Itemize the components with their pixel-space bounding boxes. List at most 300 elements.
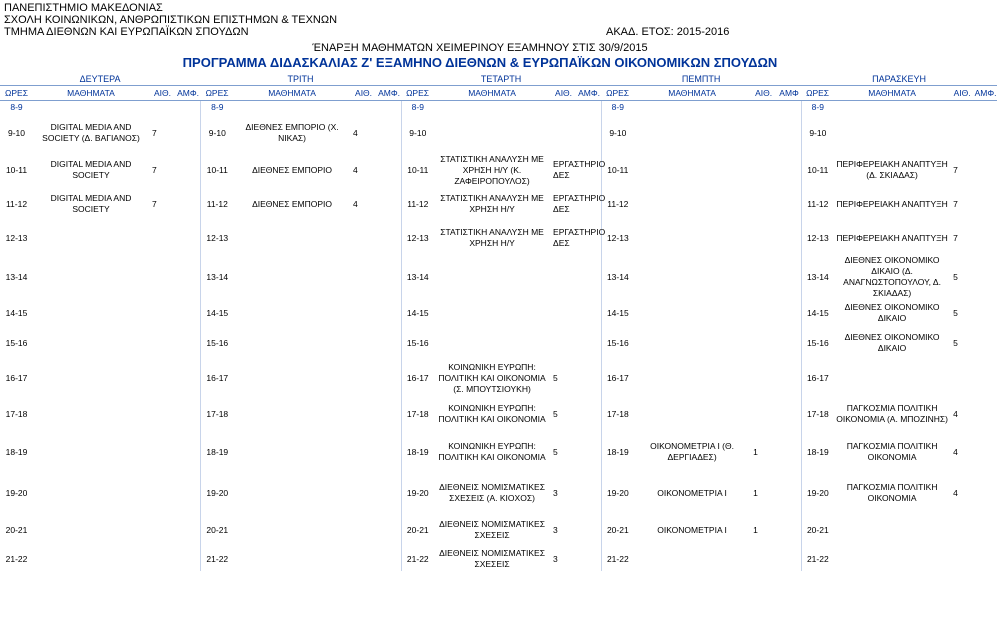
course-cell: ΠΑΓΚΟΣΜΙΑ ΠΟΛΙΤΙΚΗ ΟΙΚΟΝΟΜΙΑ (Α. ΜΠΟΖΙΝΗΣ) [836, 403, 948, 424]
course-cell [234, 101, 350, 114]
room-cell: 7 [953, 198, 958, 209]
amph-cell [377, 299, 401, 327]
slot-hour: 18-19 [5, 446, 28, 457]
course-cell [434, 101, 550, 114]
course-cell [834, 101, 950, 114]
room-cell: 5 [953, 307, 958, 318]
amph-cell [974, 513, 997, 547]
slot-hour: 15-16 [801, 327, 834, 359]
day-header-2: ΤΕΤΑΡΤΗ [401, 74, 601, 86]
course-cell [234, 299, 350, 327]
school-name: ΣΧΟΛΗ ΚΟΙΝΩΝΙΚΩΝ, ΑΝΘΡΩΠΙΣΤΙΚΩΝ ΕΠΙΣΤΗΜΩΝ & ΤΕΧΝΩΝ [4, 14, 338, 26]
slot-hour: 8-9 [601, 101, 634, 114]
amph-cell [577, 359, 601, 397]
slot-hour: 8-9 [401, 101, 434, 114]
day-header-3: ΠΕΜΠΤΗ [601, 74, 801, 86]
course-cell [33, 221, 149, 255]
slot-hour: 16-17 [401, 359, 434, 397]
slot-hour: 17-18 [401, 397, 434, 431]
course-cell [834, 113, 950, 153]
slot-hour: 9-10 [401, 113, 434, 153]
slot-hour: 21-22 [401, 547, 434, 571]
course-cell: ΠΕΡΙΦΕΡΕΙΑΚΗ ΑΝΑΠΤΥΞΗ [836, 198, 948, 209]
room-cell [550, 327, 577, 359]
slot-hour: 13-14 [200, 255, 234, 299]
slot-hour: 16-17 [200, 359, 234, 397]
room-cell [750, 153, 777, 187]
amph-cell [377, 153, 401, 187]
amph-cell [176, 221, 200, 255]
room-cell [750, 101, 777, 114]
slot-hour: 14-15 [601, 299, 634, 327]
amph-cell [176, 327, 200, 359]
slot-hour: 10-11 [200, 153, 234, 187]
amph-cell [777, 221, 801, 255]
room-cell [750, 547, 777, 571]
slot-hour: 19-20 [5, 487, 28, 498]
slot-hour: 21-22 [5, 553, 28, 564]
col-hours: ΩΡΕΣ [0, 86, 33, 101]
amph-cell [974, 359, 997, 397]
amph-cell [777, 431, 801, 473]
room-cell [350, 359, 377, 397]
course-cell [634, 299, 750, 327]
slot-hour: 18-19 [601, 431, 634, 473]
course-cell [434, 299, 550, 327]
room-cell: 4 [953, 487, 958, 498]
slot-hour: 19-20 [200, 473, 234, 513]
col-amph: ΑΜΦ. [176, 86, 200, 101]
amph-cell [176, 255, 200, 299]
amph-cell [176, 113, 200, 153]
course-cell: ΣΤΑΤΙΣΤΙΚΗ ΑΝΑΛΥΣΗ ΜΕ ΧΡΗΣΗ Η/Υ (Κ. ΖΑΦΕΙΡΟΠΟΥΛΟΣ) [440, 153, 544, 186]
room-cell [950, 113, 974, 153]
room-cell [350, 299, 377, 327]
slot-hour: 20-21 [601, 513, 634, 547]
course-cell: ΔΙΕΘΝΕΣ ΕΜΠΟΡΙΟ [252, 198, 332, 209]
amph-cell [176, 547, 200, 571]
amph-cell [777, 473, 801, 513]
slot-hour: 21-22 [801, 547, 834, 571]
room-cell: 7 [152, 127, 157, 138]
col-room: ΑΙΘ. [750, 86, 777, 101]
room-cell [350, 431, 377, 473]
amph-cell [377, 221, 401, 255]
amph-cell [777, 153, 801, 187]
slot-hour: 8-9 [10, 101, 23, 112]
amph-cell [777, 397, 801, 431]
room-cell: ΕΡΓΑΣΤΗΡΙΟ ΔΕΣ [553, 159, 606, 180]
amph-cell [777, 547, 801, 571]
amph-cell [577, 431, 601, 473]
slot-hour: 13-14 [401, 255, 434, 299]
amph-cell [974, 153, 997, 187]
col-amph: ΑΜΦ. [377, 86, 401, 101]
course-cell [234, 327, 350, 359]
room-cell [750, 113, 777, 153]
slot-hour: 14-15 [401, 299, 434, 327]
course-cell: ΔΙΕΘΝΕΣ ΟΙΚΟΝΟΜΙΚΟ ΔΙΚΑΙΟ [844, 332, 940, 353]
amph-cell [974, 327, 997, 359]
amph-cell [974, 397, 997, 431]
room-cell: 1 [753, 524, 758, 535]
slot-hour: 15-16 [601, 327, 634, 359]
room-cell [149, 547, 176, 571]
amph-cell [176, 473, 200, 513]
slot-hour: 11-12 [401, 187, 434, 221]
col-room: ΑΙΘ. [950, 86, 974, 101]
slot-hour: 12-13 [200, 221, 234, 255]
amph-cell [577, 473, 601, 513]
slot-hour: 10-11 [601, 153, 634, 187]
course-cell [33, 547, 149, 571]
amph-cell [974, 299, 997, 327]
amph-cell [577, 547, 601, 571]
slot-hour: 17-18 [601, 397, 634, 431]
slot-hour: 12-13 [601, 221, 634, 255]
amph-cell [777, 101, 801, 114]
course-cell [434, 327, 550, 359]
room-cell: 7 [152, 164, 157, 175]
room-cell: 7 [953, 232, 958, 243]
slot-hour: 21-22 [601, 547, 634, 571]
course-cell [33, 431, 149, 473]
course-cell: DIGITAL MEDIA AND SOCIETY (Δ. ΒΑΓΙΑΝΟΣ) [42, 122, 140, 143]
slot-hour: 19-20 [601, 473, 634, 513]
slot-hour: 13-14 [801, 255, 834, 299]
room-cell [149, 397, 176, 431]
col-courses: ΜΑΘΗΜΑΤΑ [434, 86, 550, 101]
room-cell: 1 [753, 487, 758, 498]
room-cell [950, 359, 974, 397]
amph-cell [176, 397, 200, 431]
room-cell: 5 [553, 408, 558, 419]
amph-cell [176, 431, 200, 473]
course-cell: ΠΕΡΙΦΕΡΕΙΑΚΗ ΑΝΑΠΤΥΞΗ (Δ. ΣΚΙΑΔΑΣ) [836, 159, 948, 180]
slot-hour: 20-21 [200, 513, 234, 547]
room-cell [750, 255, 777, 299]
slot-hour: 9-10 [200, 113, 234, 153]
course-cell [834, 359, 950, 397]
day-header-4: ΠΑΡΑΣΚΕΥΗ [801, 74, 997, 86]
slot-hour: 16-17 [801, 359, 834, 397]
room-cell [350, 473, 377, 513]
course-cell [234, 397, 350, 431]
col-courses: ΜΑΘΗΜΑΤΑ [634, 86, 750, 101]
room-cell [149, 299, 176, 327]
amph-cell [176, 153, 200, 187]
course-cell [634, 359, 750, 397]
amph-cell [974, 255, 997, 299]
course-cell [33, 359, 149, 397]
room-cell [550, 299, 577, 327]
room-cell [750, 299, 777, 327]
slot-hour: 11-12 [200, 187, 234, 221]
course-cell [634, 547, 750, 571]
course-cell [234, 431, 350, 473]
room-cell [350, 101, 377, 114]
course-cell [634, 327, 750, 359]
col-courses: ΜΑΘΗΜΑΤΑ [834, 86, 950, 101]
room-cell: 5 [553, 372, 558, 383]
slot-hour: 9-10 [601, 113, 634, 153]
col-room: ΑΙΘ. [550, 86, 577, 101]
slot-hour: 12-13 [5, 232, 28, 243]
col-courses: ΜΑΘΗΜΑΤΑ [234, 86, 350, 101]
slot-hour: 16-17 [5, 372, 28, 383]
course-cell [234, 221, 350, 255]
course-cell [33, 101, 149, 114]
slot-hour: 13-14 [5, 271, 28, 282]
course-cell: ΚΟΙΝΩΝΙΚΗ ΕΥΡΩΠΗ: ΠΟΛΙΤΙΚΗ ΚΑΙ ΟΙΚΟΝΟΜΙΑ (Σ. ΜΠΟΥΤΣΙΟΥΚΗ) [438, 361, 546, 394]
course-cell: ΔΙΕΘΝΕΣ ΕΜΠΟΡΙΟ (Χ. ΝΙΚΑΣ) [245, 122, 339, 143]
course-cell [634, 187, 750, 221]
course-cell: ΚΟΙΝΩΝΙΚΗ ΕΥΡΩΠΗ: ΠΟΛΙΤΙΚΗ ΚΑΙ ΟΙΚΟΝΟΜΙΑ [438, 441, 546, 462]
course-cell: ΔΙΕΘΝΕΣ ΟΙΚΟΝΟΜΙΚΟ ΔΙΚΑΙΟ (Δ. ΑΝΑΓΝΩΣΤΟΠΟΥΛΟΥ, Δ. ΣΚΙΑΔΑΣ) [843, 255, 941, 298]
slot-hour: 8-9 [200, 101, 234, 114]
slot-hour: 10-11 [801, 153, 834, 187]
col-amph: ΑΜΦ [777, 86, 801, 101]
room-cell [149, 327, 176, 359]
slot-hour: 12-13 [801, 221, 834, 255]
amph-cell [577, 113, 601, 153]
amph-cell [577, 101, 601, 114]
amph-cell [777, 255, 801, 299]
col-hours: ΩΡΕΣ [801, 86, 834, 101]
course-cell [834, 513, 950, 547]
col-amph: ΑΜΦ. [577, 86, 601, 101]
amph-cell [974, 431, 997, 473]
amph-cell [974, 547, 997, 571]
course-cell [33, 513, 149, 547]
amph-cell [377, 327, 401, 359]
room-cell: 5 [553, 446, 558, 457]
slot-hour: 14-15 [5, 307, 28, 318]
col-hours: ΩΡΕΣ [200, 86, 234, 101]
course-cell [33, 299, 149, 327]
amph-cell [176, 513, 200, 547]
course-cell [234, 547, 350, 571]
room-cell [350, 513, 377, 547]
room-cell [350, 397, 377, 431]
room-cell [350, 221, 377, 255]
slot-hour: 8-9 [801, 101, 834, 114]
room-cell [950, 547, 974, 571]
room-cell: 4 [353, 198, 358, 209]
course-cell [634, 113, 750, 153]
course-cell [234, 513, 350, 547]
col-courses: ΜΑΘΗΜΑΤΑ [33, 86, 149, 101]
room-cell: ΕΡΓΑΣΤΗΡΙΟ ΔΕΣ [553, 227, 606, 248]
slot-hour: 21-22 [200, 547, 234, 571]
room-cell [550, 113, 577, 153]
room-cell [750, 359, 777, 397]
course-cell: ΠΑΓΚΟΣΜΙΑ ΠΟΛΙΤΙΚΗ ΟΙΚΟΝΟΜΙΑ [846, 482, 938, 503]
course-cell: DIGITAL MEDIA AND SOCIETY [50, 193, 132, 214]
amph-cell [377, 255, 401, 299]
slot-hour: 15-16 [5, 337, 28, 348]
room-cell [750, 187, 777, 221]
room-cell [149, 473, 176, 513]
course-cell [634, 153, 750, 187]
amph-cell [777, 299, 801, 327]
course-cell: ΔΙΕΘΝΕΙΣ ΝΟΜΙΣΜΑΤΙΚΕΣ ΣΧΕΣΕΙΣ (Α. ΚΙΟΧΟΣ) [439, 482, 545, 503]
slot-hour: 15-16 [401, 327, 434, 359]
amph-cell [377, 547, 401, 571]
amph-cell [176, 359, 200, 397]
amph-cell [377, 359, 401, 397]
slot-hour: 17-18 [5, 408, 28, 419]
course-cell: ΔΙΕΘΝΕΣ ΕΜΠΟΡΙΟ [252, 164, 332, 175]
room-cell: 4 [953, 446, 958, 457]
amph-cell [377, 187, 401, 221]
slot-hour: 17-18 [200, 397, 234, 431]
room-cell: 4 [353, 164, 358, 175]
slot-hour: 10-11 [5, 164, 28, 175]
room-cell [550, 255, 577, 299]
course-cell: ΟΙΚΟΝΟΜΕΤΡΙΑ Ι [657, 487, 727, 498]
course-cell: ΔΙΕΘΝΕΙΣ ΝΟΜΙΣΜΑΤΙΚΕΣ ΣΧΕΣΕΙΣ [439, 519, 545, 540]
academic-year: ΑΚΑΔ. ΕΤΟΣ: 2015-2016 [606, 26, 730, 38]
room-cell: 7 [152, 198, 157, 209]
col-amph: ΑΜΦ. [974, 86, 997, 101]
amph-cell [974, 187, 997, 221]
room-cell [149, 221, 176, 255]
university-name: ΠΑΝΕΠΙΣΤΗΜΙΟ ΜΑΚΕΔΟΝΙΑΣ [4, 2, 163, 14]
course-cell: ΔΙΕΘΝΕΣ ΟΙΚΟΝΟΜΙΚΟ ΔΙΚΑΙΟ [844, 302, 940, 323]
amph-cell [777, 513, 801, 547]
slot-hour: 14-15 [200, 299, 234, 327]
slot-hour: 11-12 [601, 187, 634, 221]
room-cell [350, 255, 377, 299]
room-cell: 4 [353, 127, 358, 138]
course-cell [234, 359, 350, 397]
course-cell: ΠΑΓΚΟΣΜΙΑ ΠΟΛΙΤΙΚΗ ΟΙΚΟΝΟΜΙΑ [846, 441, 938, 462]
course-cell [434, 113, 550, 153]
room-cell: 3 [553, 487, 558, 498]
slot-hour: 19-20 [801, 473, 834, 513]
room-cell [750, 397, 777, 431]
slot-hour: 12-13 [401, 221, 434, 255]
course-cell: ΟΙΚΟΝΟΜΕΤΡΙΑ Ι (Θ. ΔΕΡΓΙΑΔΕΣ) [650, 441, 734, 462]
course-cell [834, 547, 950, 571]
room-cell: 3 [553, 553, 558, 564]
amph-cell [777, 327, 801, 359]
amph-cell [577, 255, 601, 299]
slot-hour: 9-10 [801, 113, 834, 153]
course-cell: ΟΙΚΟΝΟΜΕΤΡΙΑ Ι [657, 524, 727, 535]
slot-hour: 18-19 [200, 431, 234, 473]
amph-cell [974, 113, 997, 153]
amph-cell [176, 101, 200, 114]
amph-cell [777, 359, 801, 397]
course-cell: ΚΟΙΝΩΝΙΚΗ ΕΥΡΩΠΗ: ΠΟΛΙΤΙΚΗ ΚΑΙ ΟΙΚΟΝΟΜΙΑ [438, 403, 546, 424]
room-cell: 1 [753, 446, 758, 457]
room-cell [149, 359, 176, 397]
amph-cell [974, 221, 997, 255]
room-cell [950, 101, 974, 114]
room-cell [149, 431, 176, 473]
room-cell [149, 255, 176, 299]
slot-hour: 20-21 [801, 513, 834, 547]
room-cell [950, 513, 974, 547]
slot-hour: 14-15 [801, 299, 834, 327]
col-hours: ΩΡΕΣ [401, 86, 434, 101]
slot-hour: 15-16 [200, 327, 234, 359]
amph-cell [577, 397, 601, 431]
slot-hour: 11-12 [5, 198, 28, 209]
amph-cell [974, 101, 997, 114]
semester-start-note: ΈΝΑΡΞΗ ΜΑΘΗΜΑΤΩΝ ΧΕΙΜΕΡΙΝΟΥ ΕΞΑΜΗΝΟΥ ΣΤΙΣ 30/9/2015 [312, 42, 648, 54]
room-cell [750, 327, 777, 359]
day-header-1: ΤΡΙΤΗ [200, 74, 401, 86]
course-cell [634, 397, 750, 431]
course-cell [33, 473, 149, 513]
room-cell: 5 [953, 337, 958, 348]
amph-cell [377, 397, 401, 431]
room-cell [350, 547, 377, 571]
room-cell: ΕΡΓΑΣΤΗΡΙΟ ΔΕΣ [553, 193, 606, 214]
amph-cell [377, 113, 401, 153]
department-name: ΤΜΗΜΑ ΔΙΕΘΝΩΝ ΚΑΙ ΕΥΡΩΠΑΪΚΩΝ ΣΠΟΥΔΩΝ [4, 26, 249, 38]
slot-hour: 20-21 [5, 524, 28, 535]
slot-hour: 20-21 [401, 513, 434, 547]
slot-hour: 19-20 [401, 473, 434, 513]
amph-cell [377, 101, 401, 114]
amph-cell [577, 327, 601, 359]
room-cell [149, 513, 176, 547]
slot-hour: 9-10 [7, 127, 25, 138]
room-cell: 4 [953, 408, 958, 419]
slot-hour: 16-17 [601, 359, 634, 397]
room-cell [350, 327, 377, 359]
course-cell: ΣΤΑΤΙΣΤΙΚΗ ΑΝΑΛΥΣΗ ΜΕ ΧΡΗΣΗ Η/Υ [440, 227, 544, 248]
timetable [0, 74, 997, 571]
slot-hour: 18-19 [401, 431, 434, 473]
room-cell [550, 101, 577, 114]
schedule-title: ΠΡΟΓΡΑΜΜΑ ΔΙΔΑΣΚΑΛΙΑΣ Ζ' ΕΞΑΜΗΝΟ ΔΙΕΘΝΩΝ & ΕΥΡΩΠΑΪΚΩΝ ΟΙΚΟΝΟΜΙΚΩΝ ΣΠΟΥΔΩΝ [182, 55, 778, 70]
day-header-0: ΔΕΥΤΕΡΑ [0, 74, 200, 86]
amph-cell [176, 299, 200, 327]
slot-hour: 13-14 [601, 255, 634, 299]
course-cell: ΠΕΡΙΦΕΡΕΙΑΚΗ ΑΝΑΠΤΥΞΗ [836, 232, 948, 243]
col-hours: ΩΡΕΣ [601, 86, 634, 101]
course-cell [634, 221, 750, 255]
course-cell [234, 473, 350, 513]
course-cell [33, 327, 149, 359]
course-cell [234, 255, 350, 299]
amph-cell [577, 299, 601, 327]
slot-hour: 17-18 [801, 397, 834, 431]
amph-cell [974, 473, 997, 513]
room-cell: 7 [953, 164, 958, 175]
room-cell: 3 [553, 524, 558, 535]
course-cell: ΔΙΕΘΝΕΙΣ ΝΟΜΙΣΜΑΤΙΚΕΣ ΣΧΕΣΕΙΣ [439, 548, 545, 569]
slot-hour: 10-11 [401, 153, 434, 187]
col-room: ΑΙΘ. [350, 86, 377, 101]
slot-hour: 18-19 [801, 431, 834, 473]
amph-cell [777, 113, 801, 153]
amph-cell [777, 187, 801, 221]
amph-cell [176, 187, 200, 221]
course-cell [33, 255, 149, 299]
amph-cell [377, 513, 401, 547]
course-cell: ΣΤΑΤΙΣΤΙΚΗ ΑΝΑΛΥΣΗ ΜΕ ΧΡΗΣΗ Η/Υ [440, 193, 544, 214]
slot-hour: 11-12 [801, 187, 834, 221]
course-cell: DIGITAL MEDIA AND SOCIETY [50, 159, 132, 180]
amph-cell [577, 513, 601, 547]
amph-cell [377, 431, 401, 473]
